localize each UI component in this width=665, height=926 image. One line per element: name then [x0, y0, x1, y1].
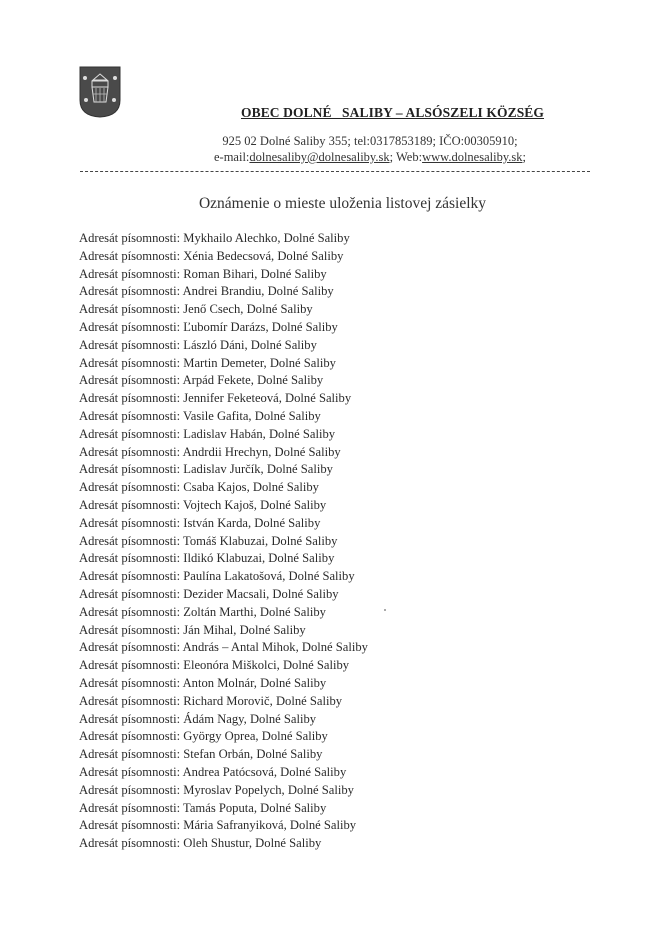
- list-item: [79, 817, 368, 835]
- entry-label: Adresát písomnosti:: [79, 747, 181, 762]
- entry-label: Adresát písomnosti:: [79, 284, 181, 299]
- entry-label: Adresát písomnosti:: [79, 480, 181, 495]
- list-item: [79, 693, 368, 711]
- entry-value: András – Antal Mihok, Dolné Saliby: [182, 640, 368, 655]
- entry-label: Adresát písomnosti:: [79, 675, 181, 690]
- entry-label: Adresát písomnosti:: [79, 622, 181, 637]
- entry-value: Andrei Brandiu, Dolné Saliby: [182, 284, 334, 299]
- web-link[interactable]: www.dolnesaliby.sk: [422, 150, 523, 164]
- entry-label: Adresát písomnosti:: [79, 800, 181, 815]
- list-item: [79, 657, 368, 675]
- entry-value: Jenő Csech, Dolné Saliby: [183, 302, 313, 317]
- list-item: [79, 230, 368, 248]
- entry-value: Arpád Fekete, Dolné Saliby: [182, 373, 324, 388]
- list-item: [79, 479, 368, 497]
- entry-value: Martin Demeter, Dolné Saliby: [183, 355, 336, 370]
- entry-label: Adresát písomnosti:: [79, 729, 181, 744]
- entry-label: Adresát písomnosti:: [79, 782, 181, 797]
- entry-value: Ildikó Klabuzai, Dolné Saliby: [183, 551, 335, 566]
- entry-value: Roman Bihari, Dolné Saliby: [183, 266, 327, 281]
- entry-value: Zoltán Marthi, Dolné Saliby: [183, 604, 326, 619]
- entry-label: Adresát písomnosti:: [79, 818, 181, 833]
- list-item: [79, 568, 368, 586]
- entry-label: Adresát písomnosti:: [79, 408, 181, 423]
- list-item: [79, 266, 368, 284]
- entry-value: Richard Morovič, Dolné Saliby: [183, 693, 343, 708]
- entry-value: Tomáš Klabuzai, Dolné Saliby: [183, 533, 338, 548]
- entry-label: Adresát písomnosti:: [79, 569, 181, 584]
- list-item: [79, 444, 368, 462]
- entry-value: Anton Molnár, Dolné Saliby: [182, 675, 327, 690]
- entry-label: Adresát písomnosti:: [79, 266, 181, 281]
- web-prefix: ; Web:: [389, 150, 423, 164]
- list-item: [79, 461, 368, 479]
- entry-value: Vasile Gafita, Dolné Saliby: [183, 408, 321, 423]
- entry-label: Adresát písomnosti:: [79, 604, 181, 619]
- entry-value: Mária Safranyiková, Dolné Saliby: [183, 818, 357, 833]
- list-item: [79, 835, 368, 853]
- email-prefix: e-mail:: [214, 150, 250, 164]
- list-item: [79, 515, 368, 533]
- entry-value: Ladislav Jurčík, Dolné Saliby: [183, 462, 333, 477]
- entry-label: Adresát písomnosti:: [79, 533, 181, 548]
- entry-value: Ľubomír Darázs, Dolné Saliby: [183, 319, 338, 334]
- entry-value: Myroslav Popelych, Dolné Saliby: [183, 782, 354, 797]
- entry-label: Adresát písomnosti:: [79, 515, 181, 530]
- list-item: [79, 355, 368, 373]
- entry-value: Vojtech Kajoš, Dolné Saliby: [183, 497, 327, 512]
- entry-label: Adresát písomnosti:: [79, 319, 181, 334]
- entry-label: Adresát písomnosti:: [79, 658, 181, 673]
- entry-label: Adresát písomnosti:: [79, 373, 181, 388]
- contact-line: [150, 150, 590, 165]
- list-item: [79, 550, 368, 568]
- list-item: [79, 782, 368, 800]
- entry-label: Adresát písomnosti:: [79, 391, 181, 406]
- list-item: [79, 390, 368, 408]
- list-item: [79, 248, 368, 266]
- list-item: [79, 497, 368, 515]
- entry-label: Adresát písomnosti:: [79, 836, 181, 851]
- list-item: [79, 533, 368, 551]
- entry-value: Ádám Nagy, Dolné Saliby: [183, 711, 317, 726]
- list-item: [79, 728, 368, 746]
- entry-value: György Oprea, Dolné Saliby: [183, 729, 328, 744]
- list-item: [79, 372, 368, 390]
- address-line: 925 02 Dolné Saliby 355; tel:0317853189; IČO:00305910;: [222, 134, 518, 148]
- entry-value: Ján Mihal, Dolné Saliby: [183, 622, 306, 637]
- entry-label: Adresát písomnosti:: [79, 248, 181, 263]
- list-item: [79, 746, 368, 764]
- entry-label: Adresát písomnosti:: [79, 355, 181, 370]
- entry-label: Adresát písomnosti:: [79, 231, 181, 245]
- list-item: [79, 800, 368, 818]
- header-divider: [80, 171, 590, 172]
- entry-value: Oleh Shustur, Dolné Saliby: [183, 836, 322, 851]
- list-item: [79, 639, 368, 657]
- entry-label: Adresát písomnosti:: [79, 337, 181, 352]
- entry-value: Xénia Bedecsová, Dolné Saliby: [183, 248, 344, 263]
- entry-label: Adresát písomnosti:: [79, 551, 181, 566]
- entry-value: István Karda, Dolné Saliby: [183, 515, 321, 530]
- list-item: [79, 622, 368, 640]
- list-item: [79, 426, 368, 444]
- entry-value: Csaba Kajos, Dolné Saliby: [183, 480, 319, 495]
- list-item: [79, 711, 368, 729]
- entry-label: Adresát písomnosti:: [79, 462, 181, 477]
- list-item: [79, 764, 368, 782]
- list-item: [79, 319, 368, 337]
- entry-value: Stefan Orbán, Dolné Saliby: [183, 747, 323, 762]
- municipality-name: [0, 105, 665, 121]
- list-item: [79, 586, 368, 604]
- entry-label: Adresát písomnosti:: [79, 426, 181, 441]
- list-item: [79, 301, 368, 319]
- list-item: [79, 337, 368, 355]
- entry-label: Adresát písomnosti:: [79, 764, 181, 779]
- list-item: [79, 675, 368, 693]
- list-item: [79, 283, 368, 301]
- addressee-list: [79, 230, 368, 853]
- scan-speck: [384, 609, 386, 611]
- list-item: [79, 408, 368, 426]
- web-suffix: ;: [522, 150, 526, 164]
- email-link[interactable]: dolnesaliby@dolnesaliby.sk: [249, 150, 390, 164]
- entry-value: Andrdii Hrechyn, Dolné Saliby: [182, 444, 341, 459]
- document-title: Oznámenie o mieste uloženia listovej zásielky: [198, 195, 487, 212]
- entry-label: Adresát písomnosti:: [79, 586, 181, 601]
- entry-value: Tamás Poputa, Dolné Saliby: [183, 800, 327, 815]
- municipality-name-text: OBEC DOLNÉ SALIBY – ALSÓSZELI KÖZSÉG: [240, 105, 545, 120]
- entry-value: Dezider Macsali, Dolné Saliby: [183, 586, 339, 601]
- entry-value: Jennifer Feketeová, Dolné Saliby: [183, 391, 352, 406]
- entry-label: Adresát písomnosti:: [79, 497, 181, 512]
- entry-value: Eleonóra Miškolci, Dolné Saliby: [183, 658, 350, 673]
- entry-value: Paulína Lakatošová, Dolné Saliby: [183, 569, 355, 584]
- entry-label: Adresát písomnosti:: [79, 693, 181, 708]
- entry-value: Ladislav Habán, Dolné Saliby: [183, 426, 336, 441]
- list-item: [79, 604, 368, 622]
- entry-value: Andrea Patócsová, Dolné Saliby: [182, 764, 347, 779]
- entry-label: Adresát písomnosti:: [79, 302, 181, 317]
- entry-value: László Dáni, Dolné Saliby: [183, 337, 317, 352]
- entry-label: Adresát písomnosti:: [79, 640, 181, 655]
- entry-label: Adresát písomnosti:: [79, 444, 181, 459]
- entry-label: Adresát písomnosti:: [79, 711, 181, 726]
- entry-value: Mykhailo Alechko, Dolné Saliby: [183, 231, 350, 245]
